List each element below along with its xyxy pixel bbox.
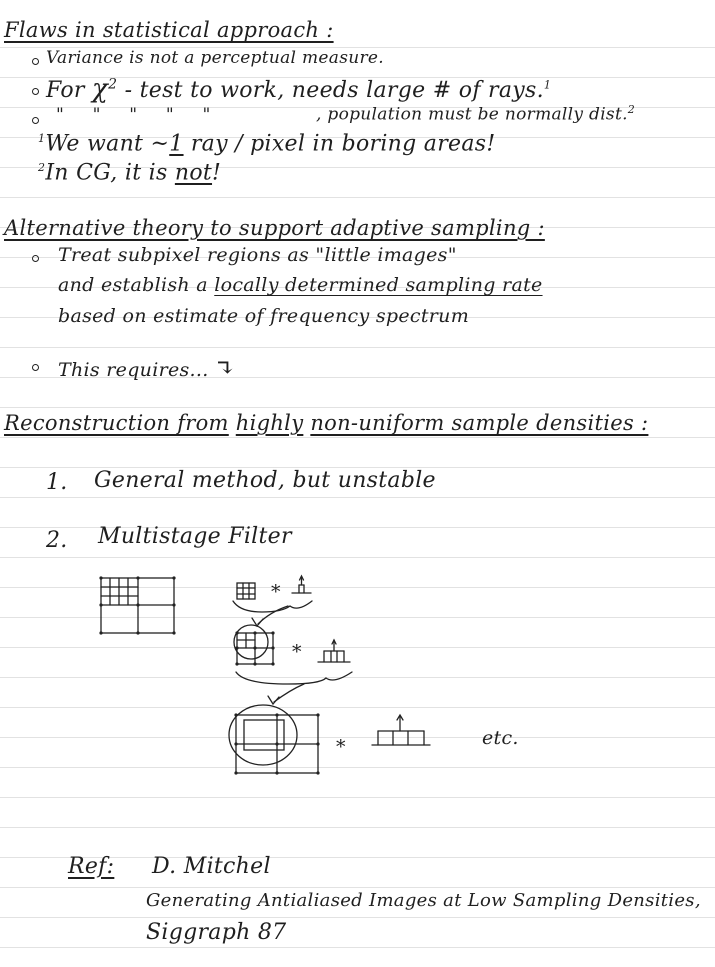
footnote-1-mark: 1 — [38, 132, 46, 145]
section1-heading: Flaws in statistical approach : — [4, 18, 334, 42]
sampling-rate-underlined: locally determined sampling rate — [214, 274, 543, 296]
section1-bullet1-text: Variance is not a perceptual measure. — [46, 48, 384, 68]
ruled-line — [0, 797, 715, 798]
footnote-2-text-a: In CG, it is — [45, 160, 168, 186]
chi-symbol: χ — [92, 74, 109, 104]
ruled-line — [0, 707, 715, 708]
chi-exponent: 2 — [108, 76, 118, 93]
section3-heading-b: non-uniform sample densities : — [310, 411, 649, 435]
footnote-ref-1: 1 — [543, 78, 552, 92]
establish-text: and establish a — [58, 274, 208, 296]
ruled-line — [0, 497, 715, 498]
footnote-1 — [38, 133, 496, 155]
reference-author: D. Mitchel — [152, 854, 271, 879]
bullet-marker — [32, 255, 39, 262]
ditto-marks: " " " " " — [56, 104, 211, 125]
item2-text: Multistage Filter — [98, 524, 292, 549]
ruled-line — [0, 557, 715, 558]
stage2-grid — [234, 625, 273, 664]
etc-label: etc. — [482, 727, 519, 749]
footnote-1-text-b: ray / pixel in boring areas! — [190, 131, 496, 157]
ruled-line — [0, 917, 715, 918]
chi-test-text: - test to work, needs large # of rays. — [124, 78, 544, 103]
footnote-1-text-a: We want ~ — [45, 131, 170, 157]
section1-bullet3 — [56, 104, 635, 124]
ruled-line — [0, 737, 715, 738]
ruled-line — [0, 617, 715, 618]
section2-heading: Alternative theory to support adaptive sampling : — [4, 216, 545, 240]
section3-heading-a: Reconstruction from — [4, 411, 229, 435]
ruled-line — [0, 767, 715, 768]
bullet-marker — [32, 88, 39, 95]
convolution-star-2: * — [292, 641, 302, 663]
stage3-grid — [229, 705, 318, 773]
bullet-marker — [32, 58, 39, 65]
stage1-filter-kernel — [292, 576, 311, 593]
ruled-line — [0, 647, 715, 648]
item1-text: General method, but unstable — [94, 468, 436, 493]
sample-points — [99, 576, 319, 774]
footnote-2 — [38, 162, 221, 184]
stage2-filter-kernel — [318, 640, 350, 662]
stage1-fine-grid — [237, 583, 255, 599]
normality-text: , population must be normally dist. — [316, 104, 628, 125]
footnote-2-mark: 2 — [38, 161, 46, 174]
reference-title: Generating Antialiased Images at Low Sampling Densities, — [146, 890, 701, 911]
section2-bullet1-line1: Treat subpixel regions as "little images" — [58, 244, 457, 266]
item2-number: 2. — [46, 528, 68, 553]
footnote-2-text-b: ! — [212, 160, 222, 186]
ruled-line — [0, 587, 715, 588]
stage3-filter-kernel — [372, 715, 430, 745]
ruled-line — [0, 197, 715, 198]
ruled-line — [0, 947, 715, 948]
for-word: For — [46, 78, 85, 103]
ruled-line — [0, 887, 715, 888]
section2-bullet2 — [58, 356, 235, 380]
footnote-2-underlined: not — [174, 160, 213, 186]
ruled-line — [0, 437, 715, 438]
section1-bullet2 — [46, 76, 551, 102]
reference-label: Ref: — [68, 854, 115, 879]
ruled-line — [0, 407, 715, 408]
convolution-star-3: * — [336, 736, 346, 758]
footnote-1-underlined: 1 — [169, 131, 184, 157]
section3-heading-highly: highly — [235, 411, 304, 435]
stage1-brace — [233, 601, 312, 626]
ruled-line — [0, 347, 715, 348]
ruled-line — [0, 677, 715, 678]
section2-bullet1-line2 — [58, 276, 543, 295]
section3-heading — [4, 413, 648, 434]
requires-text: This requires... — [58, 359, 209, 381]
item1-number: 1. — [46, 470, 68, 495]
continue-arrow-icon: ↴ — [214, 354, 236, 382]
section2-bullet1-line3: based on estimate of frequency spectrum — [58, 305, 470, 327]
footnote-ref-2: 2 — [627, 103, 636, 116]
convolution-star-1: * — [271, 581, 281, 603]
ruled-line — [0, 827, 715, 828]
bullet-marker — [32, 117, 39, 124]
bullet-marker — [32, 364, 39, 371]
reference-venue: Siggraph 87 — [146, 920, 287, 945]
